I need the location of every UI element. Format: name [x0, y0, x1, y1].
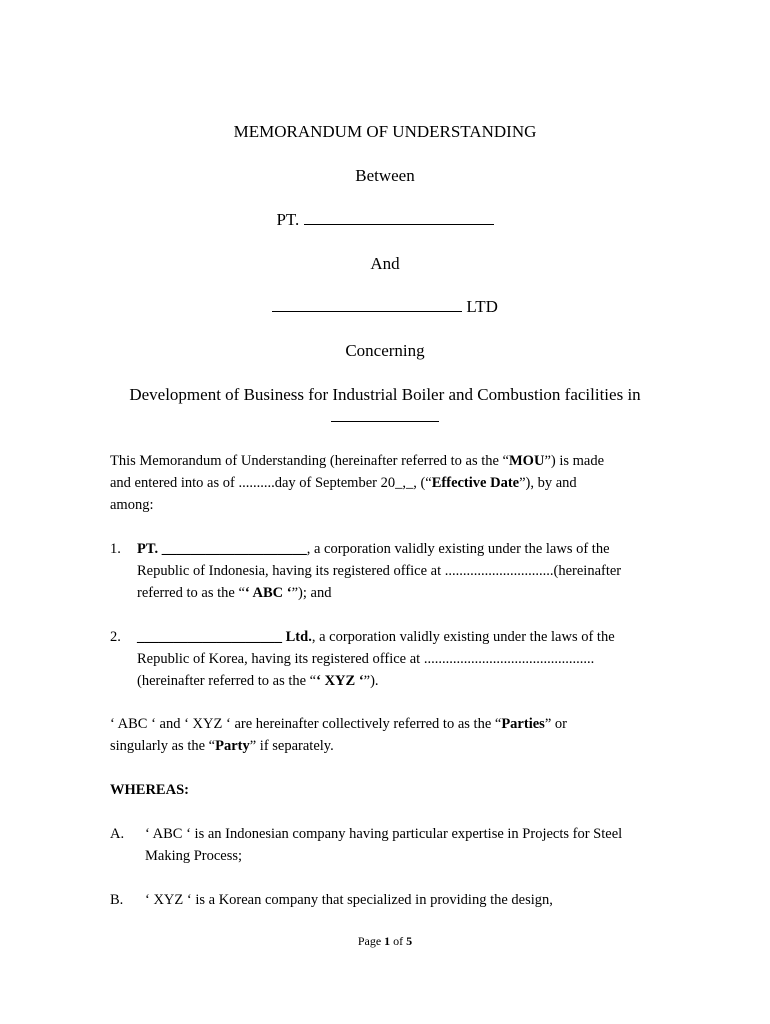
party2-suffix: LTD [466, 297, 498, 316]
effective-date-term: Effective Date [431, 475, 520, 491]
item1-text: PT. ____________________, a corporation validly existing under the laws of the Republic of Indonesia, having its registered office at ..............................(hereinafter referred to as the “‘ ABC ‘”); and [137, 541, 622, 601]
page-number: 1 [384, 934, 391, 948]
page-footer: Page 1 of 5 [357, 934, 413, 948]
parties-term: Parties [501, 716, 545, 732]
party-term: Party [215, 738, 250, 754]
item2-party-name: ____________________ Ltd. [137, 629, 312, 645]
between-label: Between [355, 166, 415, 185]
party1-prefix: PT. [276, 210, 300, 229]
item2-number: 2. [110, 629, 121, 645]
parties-paragraph: ‘ ABC ‘ and ‘ XYZ ‘ are hereinafter collectively referred to as the “Parties” or singularly as the “Party” if separately. [110, 716, 567, 754]
whereas-heading: WHEREAS: [110, 782, 189, 798]
party2-line [0, 297, 770, 317]
whereas-a-text: ‘ ABC ‘ is an Indonesian company having particular expertise in Projects for Steel Making Process; [145, 826, 623, 864]
and-label: And [370, 254, 400, 273]
intro-paragraph: This Memorandum of Understanding (hereinafter referred to as the “MOU”) is made and entered into as of ..........day of September 20_,_, (“Effective Date”), by and among: [110, 453, 605, 513]
item1-number: 1. [110, 541, 121, 557]
location-blank [331, 407, 439, 422]
whereas-b-label: B. [110, 892, 124, 908]
concerning-label: Concerning [345, 341, 425, 360]
whereas-a-label: A. [110, 826, 125, 842]
subject-blank-line [0, 407, 770, 427]
party1-blank [304, 210, 494, 225]
item1-party-name: PT. ____________________ [137, 541, 307, 557]
abc-term: ‘ ABC ‘ [244, 585, 292, 601]
whereas-b-text: ‘ XYZ ‘ is a Korean company that specialized in providing the design, [145, 892, 553, 908]
item2-text: ____________________ Ltd., a corporation validly existing under the laws of the Republic of Korea, having its registered office at ............................................... (hereinafter referred to as the “‘ XYZ ‘”). [137, 629, 615, 689]
xyz-term: ‘ XYZ ‘ [316, 673, 364, 689]
page-total: 5 [406, 934, 413, 948]
party1-line [0, 210, 770, 230]
mou-term: MOU [509, 453, 545, 469]
party2-blank [272, 297, 462, 312]
document-title: MEMORANDUM OF UNDERSTANDING [233, 122, 537, 141]
subject-line: Development of Business for Industrial Boiler and Combustion facilities in [129, 385, 641, 404]
